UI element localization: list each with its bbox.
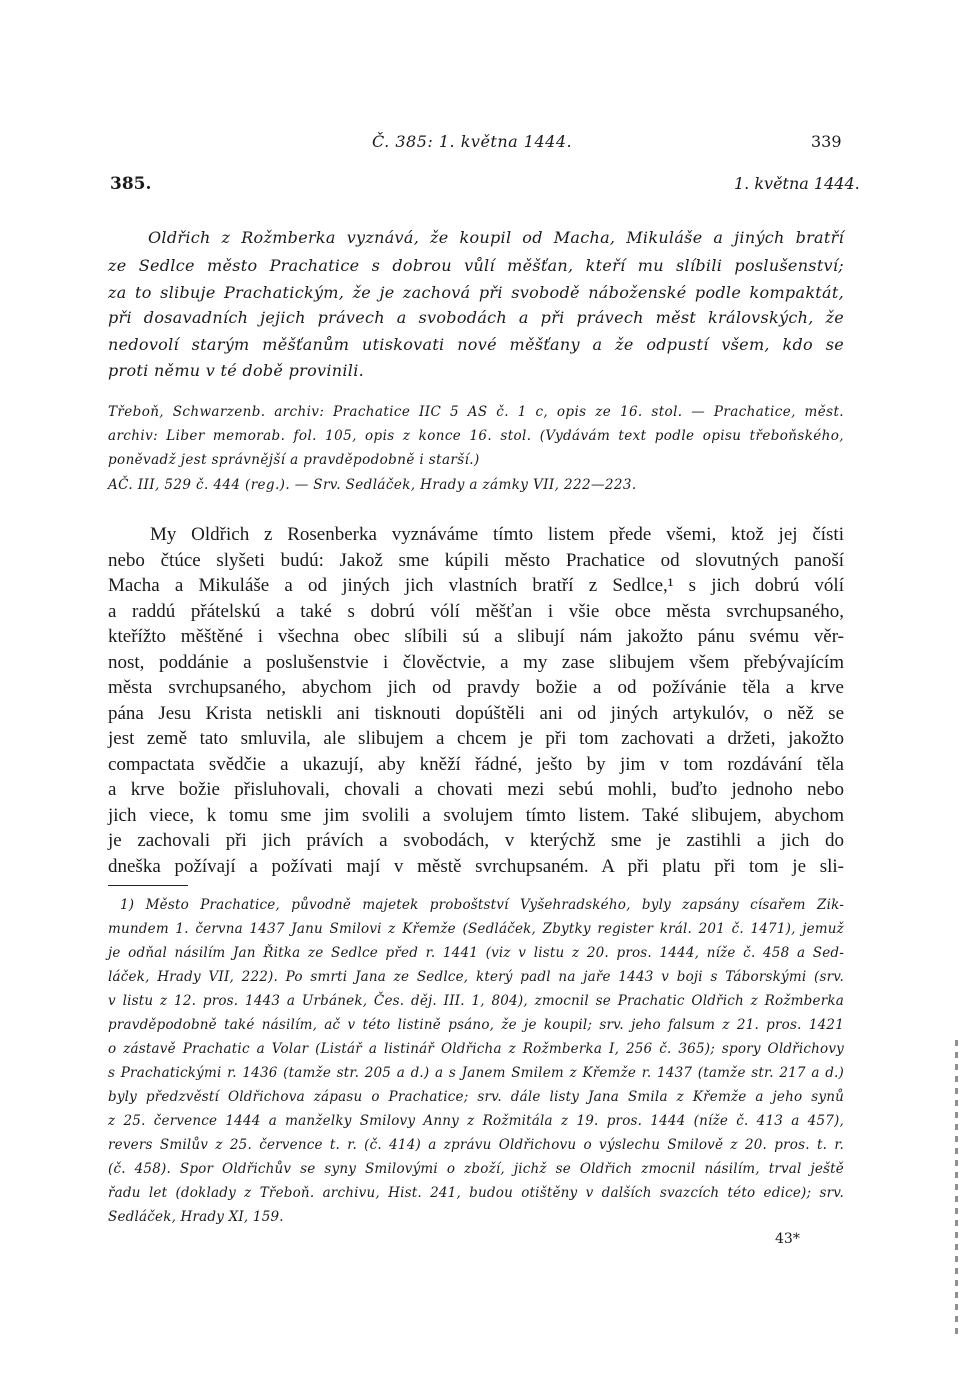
footnote-line: 1) Město Prachatice, původně majetek proboštství Vyšehradského, byly zapsány císařem Zik- <box>120 897 844 913</box>
footnote-line: revers Smilův z 25. července t. r. (č. 414) a zprávu Oldřichovu o výslechu Smilově z 20. pros. t. r. <box>108 1137 844 1153</box>
text-line: města svrchupsaného, abychom jich od pravdy božie a od požívánie těla a krve <box>108 677 844 698</box>
running-title: Č. 385: 1. května 1444. <box>372 132 573 151</box>
footnote-line: láček, Hrady VII, 222). Po smrti Jana ze Sedlce, který padl na jaře 1443 v boji s Táborskými (srv. <box>108 969 844 985</box>
footnote-line: je odňal násilím Jan Řitka ze Sedlce před r. 1441 (viz v listu z 20. pros. 1444, níže č. 458 a Sed- <box>108 945 844 961</box>
footnote-line: z 25. července 1444 a manželky Smilovy Anny z Rožmitála z 19. pros. 1444 (níže č. 413 a 457), <box>108 1113 844 1129</box>
text-line: jich viece, k tomu sme jim svolili a svolujem tímto listem. Také slibujem, abychom <box>108 805 844 826</box>
source-line: archiv: Liber memorab. fol. 105, opis z konce 16. stol. (Vydávám text podle opisu třeboňského, <box>108 428 844 444</box>
text-line: a krve božie přisluhovali, chovali a chovati mezi sebú mohli, buďto jednoho nebo <box>108 779 844 800</box>
regest-line: Oldřich z Rožmberka vyznává, že koupil od Macha, Mikuláše a jiných bratří <box>148 228 844 247</box>
text-line: kteřížto měštěné i všechna obec slíbili sú a slibují nám jakožto pánu svému věr- <box>108 626 844 647</box>
regest-line: ze Sedlce město Prachatice s dobrou vůlí měšťan, kteří mu slíbili poslušenství; <box>108 256 844 275</box>
regest-line: nedovolí starým měšťanům utiskovati nové měšťany a že odpustí všem, kdo se <box>108 335 844 354</box>
text-line: nost, poddánie a poslušenstvie i člověctvie, a my zase slibujem všem přebývajícím <box>108 652 844 673</box>
text-line: Macha a Mikuláše a od jiných jich vlastních bratří z Sedlce,¹ s jich dobrú vólí <box>108 575 844 596</box>
footnote-line: řadu let (doklady z Třeboň. archivu, Hist. 241, budou otištěny v dalších svazcích této edice); srv. <box>108 1185 844 1201</box>
source-line: Třeboň, Schwarzenb. archiv: Prachatice IIC 5 AS č. 1 c, opis ze 16. stol. — Prachatice, měst. <box>108 404 844 420</box>
footnote-line: s Prachatickými r. 1436 (tamže str. 205 a d.) a s Janem Smilem z Křemže r. 1437 (tamže str. 217 a d.) <box>108 1065 844 1081</box>
text-line: jest země tato smluvila, ale slibujem a chcem je při tom zachovati a držeti, jakožto <box>108 728 844 749</box>
footnote-line: mundem 1. června 1437 Janu Smilovi z Křemže (Sedláček, Zbytky register král. 201 č. 1471), jemuž <box>108 921 844 937</box>
document-date: 1. května 1444. <box>734 174 860 193</box>
regest-line: za to slibuje Prachatickým, že je zachová při svobodě náboženské podle kompaktát, <box>108 283 844 302</box>
footnote-separator <box>108 885 188 886</box>
text-line: My Oldřich z Rosenberka vyznáváme tímto listem přede všemi, ktož jej čísti <box>150 524 844 545</box>
text-line: pána Jesu Krista netiskli ani tisknouti dopúštěli ani od jiných artykulóv, o něž se <box>108 703 844 724</box>
footnote-line: o zástavě Prachatic a Volar (Listář a listinář Oldřicha z Rožmberka I, 256 č. 365); spory Oldřichovy <box>108 1041 844 1057</box>
footnote-line: v listu z 12. pros. 1443 a Urbánek, Čes. děj. III. 1, 804), zmocnil se Prachatic Oldřich z Rožmberka <box>108 993 844 1009</box>
regest-line: proti němu v té době provinili. <box>108 361 364 380</box>
text-line: a raddú přátelskú a také s dobrú vólí měšťan i všie obce města svrchupsaného, <box>108 601 844 622</box>
source-line: poněvadž jest správnější a pravděpodobně i starší.) <box>108 452 480 468</box>
regest-line: při dosavadních jejich právech a svobodách a při právech měst královských, že <box>108 308 844 327</box>
footnote-line: byly předzvěstí Oldřichova zápasu o Prachatice; srv. dále listy Jana Smila z Křemže a jeho synů <box>108 1089 844 1105</box>
text-line: dneška požívají a požívati mají v městě svrchupsaném. A při platu při tom je sli- <box>108 856 844 877</box>
text-line: compactata svědčie a ukazují, aby kněží řádné, ješto by jim v tom rozdávání těla <box>108 754 844 775</box>
document-number: 385. <box>110 174 152 194</box>
footnote-line: pravděpodobně také násilím, ač v této listině psáno, že je koupil; srv. jeho falsum z 21. pros. 1421 <box>108 1017 844 1033</box>
text-line: nebo čtúce slyšeti budú: Jakož sme kúpili město Prachatice od slovutných panoší <box>108 550 844 571</box>
text-line: je zachovali při jich právích a svobodách, v kterýchž sme je zastihli a jich do <box>108 830 844 851</box>
footnote-line: (č. 458). Spor Oldřichův se syny Smilovými o zboží, jichž se Oldřich zmocnil násilím, trval ještě <box>108 1161 844 1177</box>
page-number: 339 <box>811 132 842 151</box>
source-line: AČ. III, 529 č. 444 (reg.). — Srv. Sedláček, Hrady a zámky VII, 222—223. <box>108 477 637 493</box>
printer-signature: 43* <box>775 1231 800 1247</box>
footnote-line: Sedláček, Hrady XI, 159. <box>108 1209 284 1225</box>
scan-edge-mark <box>955 1040 958 1340</box>
